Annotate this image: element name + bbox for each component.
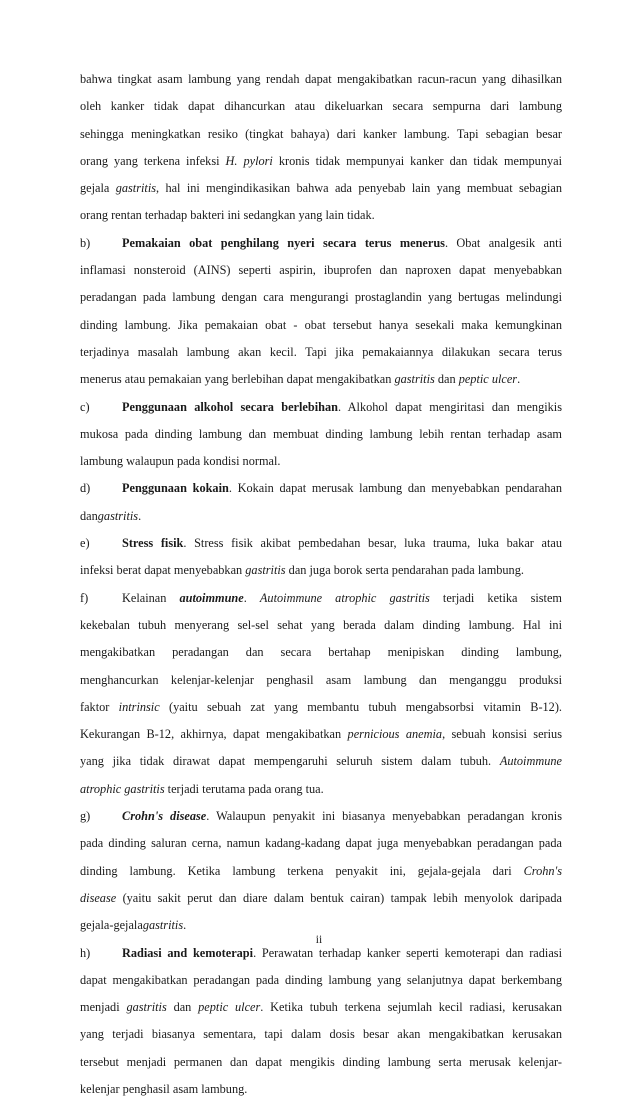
text-run: dan juga borok serta pendarahan pada lambung.: [285, 563, 524, 578]
text-line: [80, 202, 562, 229]
text-run: infeksi berat dapat menyebabkan: [80, 563, 246, 578]
text-run: disease: [80, 890, 117, 905]
text-line: [80, 66, 562, 93]
text-run: , hal ini mengindikasikan bahwa ada penyebab lain yang membuat sebagian: [156, 181, 562, 196]
text-run: terjadi ketika sistem: [429, 590, 562, 605]
text-run: mengakibatkan peradangan dan secara bertahap menipiskan dinding lambung,: [80, 645, 562, 660]
text-run: Penggunaan alkohol secara berlebihan: [122, 399, 338, 414]
text-line: [80, 121, 562, 148]
text-run: yang jika tidak dirawat dapat mempengaruhi seluruh sistem dalam tubuh.: [80, 754, 500, 769]
text-line: [80, 776, 562, 803]
text-run: . Perawatan terhadap kanker seperti kemoterapi dan radiasi: [253, 945, 562, 960]
text-line: [80, 503, 562, 530]
text-run: dinding lambung. Ketika lambung terkena penyakit ini, gejala-gejala dari: [80, 863, 524, 878]
list-item-line: [80, 803, 562, 830]
text-run: Penggunaan kokain: [122, 481, 229, 496]
text-run: . Alkohol dapat mengiritasi dan mengikis: [337, 399, 562, 414]
text-run: .: [138, 508, 142, 523]
text-run: . Walaupun penyakit ini biasanya menyebabkan peradangan kronis: [206, 809, 562, 824]
text-run: .: [243, 590, 260, 605]
text-line: [80, 967, 562, 994]
text-run: menerus atau pemakaian yang berlebihan dapat mengakibatkan: [80, 372, 395, 387]
text-run: lambung walaupun pada kondisi normal.: [80, 454, 281, 469]
text-run: inflamasi nonsteroid (AINS) seperti aspirin, ibuprofen dan naproxen dapat menyebabkan: [80, 263, 562, 278]
text-line: [80, 448, 562, 475]
text-run: dan: [166, 1000, 199, 1015]
text-run: gejala-gejala: [80, 918, 143, 933]
list-item-line: [80, 530, 562, 557]
text-run: gastritis: [245, 563, 286, 578]
text-run: .: [517, 372, 521, 387]
text-line: [80, 148, 562, 175]
text-run: menghancurkan kelenjar-kelenjar penghasil asam lambung dan menganggu produksi: [80, 672, 562, 687]
list-marker: g): [80, 809, 91, 824]
text-run: . Obat analgesik anti: [444, 235, 562, 250]
text-run: . Ketika tubuh terkena sejumlah kecil radiasi, kerusakan: [260, 1000, 562, 1015]
document-page: [80, 66, 562, 1103]
text-run: dapat mengakibatkan peradangan pada dinding lambung yang selanjutnya dapat berkembang: [80, 972, 562, 987]
text-run: Autoimmune atrophic gastritis: [259, 590, 430, 605]
list-item-line: [80, 475, 562, 502]
text-run: mukosa pada dinding lambung dan membuat dinding lambung lebih rentan terhadap asam: [80, 426, 562, 441]
text-run: kronis tidak mempunyai kanker dan tidak mempunyai: [272, 153, 562, 168]
text-line: [80, 994, 562, 1021]
text-run: gastritis: [142, 918, 184, 933]
text-line: [80, 1021, 562, 1048]
list-marker: b): [80, 235, 91, 250]
text-run: faktor: [80, 699, 119, 714]
text-run: sehingga meningkatkan resiko (tingkat bahaya) dari kanker lambung. Tapi sebagian besar: [80, 126, 562, 141]
text-run: Stress fisik: [122, 536, 184, 551]
text-run: orang rentan terhadap bakteri ini sedangkan yang lain tidak.: [80, 208, 375, 223]
text-run: gejala: [80, 181, 116, 196]
text-run: terjadinya masalah lambung akan kecil. Tapi jika pemakaiannya dilakukan secara terus: [80, 344, 562, 359]
list-marker: e): [80, 536, 90, 551]
text-run: Radiasi and kemoterapi: [122, 945, 254, 960]
text-line: [80, 93, 562, 120]
text-line: [80, 858, 562, 885]
text-run: Pemakaian obat penghilang nyeri secara terus menerus: [122, 235, 445, 250]
text-run: tersebut menjadi permanen dan dapat mengikis dinding lambung serta merusak kelenjar-: [80, 1054, 562, 1069]
text-run: Crohn's: [523, 863, 562, 878]
text-line: [80, 175, 562, 202]
text-line: [80, 257, 562, 284]
text-run: peptic ulcer: [458, 372, 518, 387]
text-run: Kelainan: [122, 590, 180, 605]
list-item-line: [80, 230, 562, 257]
text-line: [80, 612, 562, 639]
text-run: (yaitu sebuah zat yang membantu tubuh mengabsorbsi vitamin B-12).: [159, 699, 562, 714]
text-line: [80, 366, 562, 393]
text-line: [80, 339, 562, 366]
text-run: .: [183, 918, 187, 933]
list-item-line: [80, 394, 562, 421]
text-run: pernicious anemia: [347, 727, 443, 742]
text-line: [80, 421, 562, 448]
list-marker: c): [80, 399, 90, 414]
text-run: yang terjadi biasanya sementara, tapi dalam dosis besar akan mengakibatkan kerusakan: [80, 1027, 562, 1042]
text-run: kelenjar penghasil asam lambung.: [80, 1081, 248, 1096]
text-line: [80, 721, 562, 748]
text-run: terjadi terutama pada orang tua.: [164, 781, 324, 796]
text-run: oleh kanker tidak dapat dihancurkan atau dikeluarkan secara sempurna dari lambung: [80, 99, 562, 114]
text-run: gastritis: [115, 181, 157, 196]
text-run: Crohn's disease: [122, 809, 207, 824]
text-run: gastritis: [126, 1000, 167, 1015]
list-marker: h): [80, 945, 91, 960]
text-run: dan: [434, 372, 459, 387]
text-run: bahwa tingkat asam lambung yang rendah dapat mengakibatkan racun-racun yang dihasilkan: [80, 72, 562, 86]
text-run: pada dinding saluran cerna, namun kadang-kadang dapat juga menyebabkan peradangan pada: [80, 836, 562, 851]
text-line: [80, 748, 562, 775]
text-line: [80, 667, 562, 694]
text-line: [80, 284, 562, 311]
text-run: H. pylori: [225, 153, 273, 168]
text-run: . Kokain dapat merusak lambung dan menyebabkan pendarahan: [228, 481, 562, 496]
text-run: . Stress fisik akibat pembedahan besar, luka trauma, luka bakar atau: [183, 536, 562, 551]
text-run: , sebuah konsisi serius: [442, 727, 562, 742]
text-run: dan: [80, 508, 98, 523]
text-line: [80, 830, 562, 857]
text-run: Autoimmune: [499, 754, 562, 769]
text-run: autoimmune: [179, 590, 244, 605]
text-run: intrinsic: [118, 699, 160, 714]
text-run: kekebalan tubuh menyerang sel-sel sehat yang berada dalam dinding lambung. Hal ini: [80, 617, 562, 632]
text-line: [80, 312, 562, 339]
text-line: [80, 1049, 562, 1076]
list-item-line: [80, 585, 562, 612]
text-line: [80, 885, 562, 912]
text-run: gastritis: [394, 372, 435, 387]
text-run: peradangan pada lambung dengan cara mengurangi prostaglandin yang bertugas melindungi: [80, 290, 562, 305]
text-line: [80, 557, 562, 584]
text-run: (yaitu sakit perut dan diare dalam bentuk cairan) tampak lebih menyolok daripada: [116, 890, 562, 905]
text-line: [80, 639, 562, 666]
text-run: gastritis: [97, 508, 139, 523]
list-marker: f): [80, 590, 89, 605]
text-run: orang yang terkena infeksi: [80, 153, 226, 168]
text-run: dinding lambung. Jika pemakaian obat - obat tersebut hanya sesekali maka kemungkinan: [80, 317, 562, 332]
text-run: Kekurangan B-12, akhirnya, dapat mengakibatkan: [80, 727, 348, 742]
list-marker: d): [80, 481, 91, 496]
page-number: ii: [315, 934, 323, 946]
text-run: peptic ulcer: [198, 1000, 261, 1015]
text-line: [80, 694, 562, 721]
text-line: [80, 1076, 562, 1103]
text-run: menjadi: [80, 1000, 127, 1015]
text-run: atrophic gastritis: [80, 781, 165, 796]
